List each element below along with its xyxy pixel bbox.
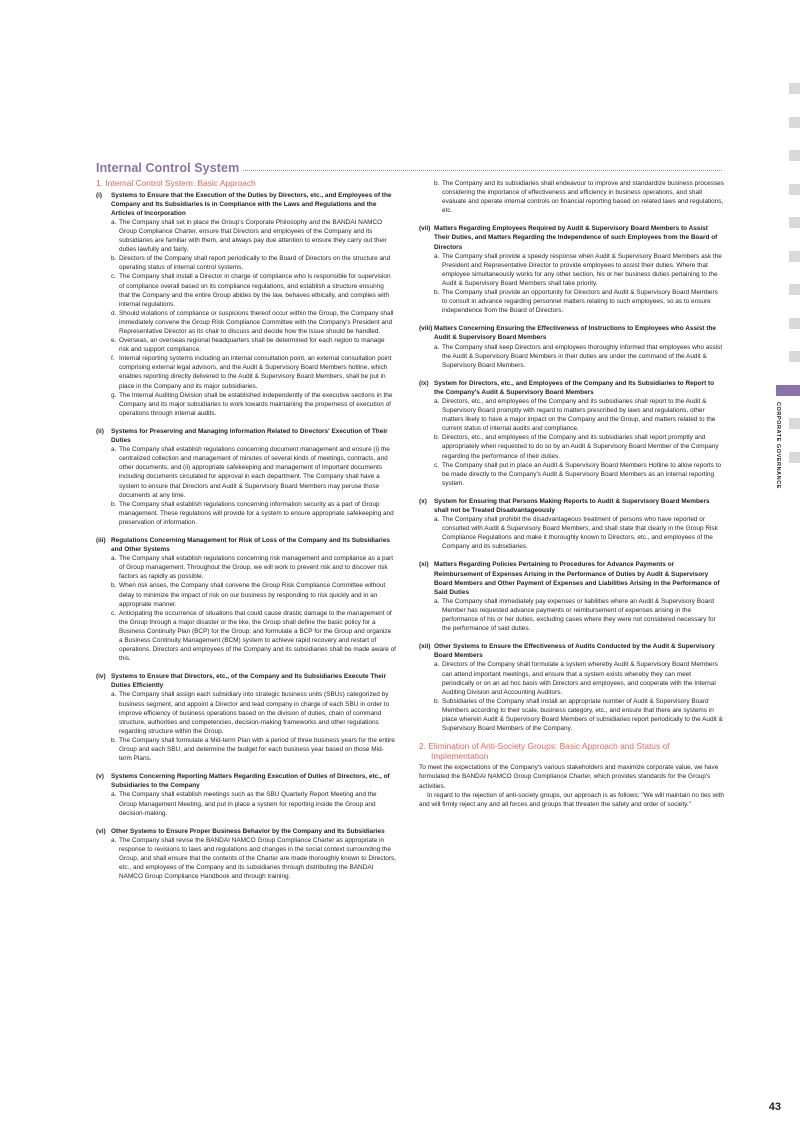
section1-heading: 1. Internal Control System: Basic Approach xyxy=(96,178,256,188)
sub-item-text: The Company shall revise the BANDAI NAMCO Group Compliance Charter as appropriate in response to revisions to laws and regulations and changes in the social context surrounding the Group, and shall ensure that the contents of the Charter are made thoroughly known to Directors, etc., and employees of the Company and its subsidiaries through distributing the BANDAI NAMCO Group Compliance Handbook and through training. xyxy=(119,836,396,881)
item-heading-text: Systems Concerning Reporting Matters Regarding Execution of Duties of Directors, etc., of Subsidiaries to the Company xyxy=(111,773,390,790)
sub-item-letter: a. xyxy=(434,661,440,669)
sub-item-text: The Internal Auditing Division shall be established independently of the executive sections in the Company and its major subsidiaries to work towards maintaining the properness of execution of operations through internal audits. xyxy=(119,391,393,417)
sub-item xyxy=(96,790,396,817)
sub-item-letter: a. xyxy=(111,555,117,563)
right-column xyxy=(419,179,724,809)
sub-item-text: The Company shall establish regulations concerning document management and ensure (i) the centralized collection and management of minutes of several kinds of meetings, contracts, and other documents, and (ii) appropriate safekeeping and management of important documents including documents circulated for approval in each department. The Company shall have a system to ensure that Directors and Audit & Supervisory Board Members may peruse those documents at any time. xyxy=(119,446,390,499)
side-tab[interactable] xyxy=(789,184,800,195)
sub-item-letter: b. xyxy=(111,736,117,744)
item-number: (viii) xyxy=(419,325,433,333)
title-row xyxy=(96,157,722,175)
item-heading-text: Matters Concerning Ensuring the Effectiveness of Instructions to Employees who Assist the Audit & Supervisory Board Members xyxy=(434,325,716,342)
item-heading-text: Regulations Concerning Management for Risk of Loss of the Company and Its Subsidiaries and Other Systems xyxy=(111,536,390,554)
item-heading xyxy=(96,191,396,218)
item-number: (vi) xyxy=(96,827,106,835)
item-number: (i) xyxy=(96,191,103,199)
sub-item-text: Directors of the Company shall formulate a system whereby Audit & Supervisory Board Members can attend important meetings, and ensure that a system exists whereby they can meet periodically or on an ad hoc basis with Directors and employees, and cooperate with the Internal Auditing Division and Accounting Auditors. xyxy=(442,661,718,696)
sub-item-letter: a. xyxy=(111,791,117,799)
page-number: 43 xyxy=(768,1101,781,1113)
sub-item xyxy=(419,252,724,288)
sub-item xyxy=(419,397,724,433)
section2-paragraph: To meet the expectations of the Company's various stakeholders and maximize corporate value, we have formulated the BANDAI NAMCO Group Compliance Charter, which provides standards for the Group's activities. xyxy=(419,764,719,790)
item-number: (xii) xyxy=(419,643,431,651)
sub-item xyxy=(96,218,396,254)
sub-item-text: Subsidiaries of the Company shall install an appropriate number of Audit & Supervisory Board Members according to their scale, business category, etc., and ensure that there are systems in place wherein Audit & Supervisory Board Members of subsidiaries report periodically to the Audit & Supervisory Board Members of the Company. xyxy=(442,697,723,733)
sub-item xyxy=(96,736,396,763)
sub-item-text: The Company shall put in place an Audit & Supervisory Board Members Hotline to allow reports to be made directly to the Company's Audit & Supervisory Board Members as an internal reporting system. xyxy=(442,461,722,487)
side-tab[interactable] xyxy=(789,150,800,161)
sub-item xyxy=(419,433,724,460)
item-number: (xi) xyxy=(419,561,429,569)
sub-item-text: The Company shall provide an opportunity for Directors and Audit & Supervisory Board Members to consult in advance regarding personnel matters relating to such employees, so as to ensure independence from the Board of Directors. xyxy=(442,289,718,315)
sub-item xyxy=(419,179,724,215)
sub-item xyxy=(96,836,396,881)
item-number: (vii) xyxy=(419,225,431,233)
sub-item xyxy=(96,272,396,308)
side-tab[interactable] xyxy=(789,284,800,295)
section2 xyxy=(419,742,724,809)
item-heading-text: Systems to Ensure that Directors, etc., of the Company and Its Subsidiaries Execute Their Duties Efficiently xyxy=(111,673,387,690)
sub-item-text: Should violations of compliance or suspicions thereof occur within the Group, the Company shall immediately convene the Group Risk Compliance Committee with the Company's President and Representative Director as its chair to discuss and decide how the issue should be handled. xyxy=(119,309,394,335)
sub-item-letter: a. xyxy=(111,691,117,699)
item-number: (iii) xyxy=(96,536,106,544)
sub-item xyxy=(96,554,396,581)
section2-heading: 2. Elimination of Anti-Society Groups: Basic Approach and Status of Implementation xyxy=(419,741,670,761)
sub-item-letter: b. xyxy=(111,500,117,508)
sub-item-text: The Company shall provide a speedy response when Audit & Supervisory Board Members ask the President and Representative Director to provide employees to assist their duties. Where that employee simultaneously works for any other section, his or her business duties pertaining to the Audit & Supervisory Board Members shall take priority. xyxy=(442,252,722,287)
sub-item-letter: b. xyxy=(434,180,440,187)
item-number: (ix) xyxy=(419,379,429,387)
sub-item-letter: a. xyxy=(434,397,440,405)
side-tab[interactable] xyxy=(789,117,800,128)
sub-item-text: The Company shall set in place the Group's Corporate Philosophy and the BANDAI NAMCO Group Compliance Charter, ensure that Directors and employees of the Company and its subsidiaries are familiar with them, and always pay due attention to ensure they carry out their duties lawfully and fairly. xyxy=(119,218,387,254)
item-heading-text: Matters Regarding Policies Pertaining to Procedures for Advance Payments or Reimbursement of Expenses Arising in the Performance of Duties by Audit & Supervisory Board Members and Other Payment of Expenses and Liabilities Arising in the Performance of Said Duties xyxy=(434,561,720,596)
side-tab[interactable] xyxy=(789,251,800,262)
sub-item-letter: b. xyxy=(111,255,117,263)
sub-item-letter: b. xyxy=(434,434,440,442)
item-heading xyxy=(96,427,396,445)
sub-item-text: The Company shall establish regulations concerning risk management and compliance as a part of Group management. Throughout the Group, we will work to prevent risk and to discover risk factors as rapidly as possible. xyxy=(119,555,394,581)
list-item xyxy=(96,536,396,663)
sub-item-text: Directors of the Company shall report periodically to the Board of Directors on the structure and operating status of internal control systems. xyxy=(119,255,391,272)
list-item xyxy=(96,827,396,882)
sub-item-text: Anticipating the occurrence of situations that could cause drastic damage to the management of the Group through a major disaster or the like, the Group shall define the basic policy for a Business Continuity Plan (BCP) for the Group; and formulate a BCP for the Group and organize a Business Continuity Management (BCM) system to achieve rapid recovery and restart of operations. Directors and employees of the Company and its subsidiaries shall be made aware of this. xyxy=(119,609,396,663)
item-number: (iv) xyxy=(96,673,106,681)
item-number: (x) xyxy=(419,497,427,505)
item-heading xyxy=(96,827,396,836)
item-number: (ii) xyxy=(96,427,104,435)
sub-item xyxy=(419,697,724,733)
sub-item xyxy=(419,288,724,315)
title-dotted-rule xyxy=(243,170,722,171)
sub-item-letter: c. xyxy=(434,461,440,469)
item-heading xyxy=(419,224,724,251)
sub-item-letter: a. xyxy=(111,218,117,226)
item-heading-text: Other Systems to Ensure the Effectiveness of Audits Conducted by the Audit & Supervisory Board Members xyxy=(434,643,715,660)
list-item xyxy=(419,560,724,633)
item-heading-text: Systems for Preserving and Managing Information Related to Directors' Execution of Their Duties xyxy=(111,427,388,445)
sub-item-text: The Company shall establish meetings such as the SBU Quarterly Report Meeting and the Group Management Meeting, and put in place a system for reporting inside the Group and decision-making. xyxy=(119,791,377,817)
sub-item-letter: a. xyxy=(111,446,117,454)
section2-paragraphs xyxy=(419,763,724,808)
sub-item-letter: a. xyxy=(111,836,117,844)
sub-item-text: The Company shall assign each subsidiary into strategic business units (SBUs) categorized by business segment, and appoint a Director and lead company in charge of each SBU in order to improve efficiency of business operations based on the division of duties, chain of command structure, authorities and competencies, decision-making frameworks and other regulations regarding structure within the Group. xyxy=(119,691,390,735)
sub-item-text: The Company shall formulate a Mid-term Plan with a period of three business years for the entire Group and each SBU, and determine the budget for each business year based on those Mid-term Plans. xyxy=(119,736,395,763)
list-item xyxy=(419,379,724,488)
side-tab[interactable] xyxy=(789,83,800,94)
sub-item-text: The Company and its subsidiaries shall endeavour to improve and standardize business processes considering the importance of effectiveness and efficiency in business operations, and shall evaluate and operate internal controls on financial reporting based on related laws and regulations, etc. xyxy=(442,180,724,215)
sub-item xyxy=(419,597,724,633)
item-heading xyxy=(419,642,724,660)
sub-item-letter: a. xyxy=(434,597,440,605)
sub-item-text: The Company shall keep Directors and employees thoroughly informed that employees who assist the Audit & Supervisory Board Members in their duties are under the command of the Audit & Supervisory Board Members. xyxy=(442,343,723,369)
sub-item-letter: e. xyxy=(111,337,117,345)
side-tab[interactable] xyxy=(789,318,800,329)
section2-paragraph: In regard to the rejection of anti-society groups, our approach is as follows: "We will maintain no ties with and will firmly reject any and all forces and groups that threaten the safety and order of society." xyxy=(419,791,725,808)
list-item xyxy=(419,179,724,215)
left-column xyxy=(96,179,396,890)
sub-item xyxy=(96,690,396,735)
sub-item-text: The Company shall install a Director in charge of compliance who is responsible for supervision of compliance overall based on its compliance regulations, and establish a structure ensuring that the Company and the entire Group abides by the law, behaves ethically, and complies with internal regulations. xyxy=(119,273,391,308)
sub-item xyxy=(96,309,396,336)
item-heading-text: System for Directors, etc., and Employees of the Company and Its Subsidiaries to Report to the Company's Audit & Supervisory Board Members xyxy=(434,379,715,396)
sub-item-text: The Company shall immediately pay expenses or liabilities where an Audit & Supervisory Board Member has requested advance payments or reimbursement of expenses arising in the performance of his or her duties, excluding cases where they were not considered necessary for the performance of said duties. xyxy=(442,597,716,633)
sub-item-letter: a. xyxy=(434,252,440,260)
side-tab[interactable] xyxy=(789,452,800,463)
item-heading xyxy=(419,497,724,515)
sub-item xyxy=(96,254,396,272)
sub-item xyxy=(96,500,396,527)
left-items xyxy=(96,191,396,882)
list-item xyxy=(96,672,396,763)
item-heading xyxy=(419,379,724,397)
sub-item xyxy=(96,354,396,390)
side-tab[interactable] xyxy=(789,418,800,429)
sub-item-letter: b. xyxy=(434,697,440,705)
side-tab[interactable] xyxy=(789,217,800,228)
sub-item-letter: c. xyxy=(111,273,117,281)
sub-item-text: Directors, etc., and employees of the Company and its subsidiaries shall report to the Audit & Supervisory Board promptly with regard to matters prescribed by laws and regulations, other matters likely to have a major impact on the Company and the Group, and matters related to the current status of internal audits and compliance. xyxy=(442,397,716,433)
sub-item xyxy=(96,445,396,500)
side-tab[interactable] xyxy=(789,351,800,362)
sub-item xyxy=(419,515,724,551)
list-item xyxy=(419,497,724,552)
sub-item-letter: a. xyxy=(434,516,440,524)
sub-item-text: The Company shall establish regulations concerning information security as a part of Group management. These regulations will provide for a system to ensure appropriate safekeeping and preservation of information. xyxy=(119,500,394,526)
sub-item xyxy=(96,336,396,354)
list-item xyxy=(96,427,396,527)
sub-item-letter: d. xyxy=(111,309,117,317)
list-item xyxy=(419,642,724,733)
sub-item xyxy=(96,391,396,418)
sub-item-text: The Company shall prohibit the disadvantageous treatment of persons who have reported or consulted with Audit & Supervisory Board Members, and shall state that clearly in the Group Risk Compliance Regulations and make it thoroughly known to Directors, etc., and employees of the Company and its subsidiaries. xyxy=(442,516,718,551)
sub-item xyxy=(419,660,724,696)
sub-item-letter: b. xyxy=(111,582,117,590)
item-heading-text: Other Systems to Ensure Proper Business Behavior by the Company and Its Subsidiaries xyxy=(111,827,385,835)
list-item xyxy=(96,772,396,817)
side-tab-active[interactable] xyxy=(776,385,800,396)
item-heading-text: Systems to Ensure that the Execution of the Duties by Directors, etc., and Employees of the Company and Its Subsidiaries Is in Compliance with the Laws and Regulations and the Articles of Incorporation xyxy=(111,191,392,217)
sub-item-letter: a. xyxy=(434,343,440,351)
sub-item-letter: c. xyxy=(111,609,117,617)
list-item xyxy=(419,324,724,369)
item-heading xyxy=(419,324,724,342)
sub-item-letter: f. xyxy=(111,355,115,363)
sub-item xyxy=(419,343,724,370)
side-tab-strip xyxy=(789,0,800,480)
item-heading-text: Matters Regarding Employees Required by Audit & Supervisory Board Members to Assist Their Duties, and Matters Regarding the Independence of such Employees from the Board of Directors xyxy=(434,225,718,251)
sub-item-text: Overseas, an overseas regional headquarters shall be determined for each region to manage risk and support compliance. xyxy=(119,337,385,354)
sub-item-text: Directors, etc., and employees of the Company and its subsidiaries shall report promptly and appropriately when requested to do so by an Audit & Supervisory Board Member of the Company regarding the performance of their duties. xyxy=(442,434,719,460)
sub-item xyxy=(96,609,396,664)
page-title: Internal Control System xyxy=(96,161,240,175)
item-number: (v) xyxy=(96,773,104,781)
item-heading xyxy=(96,672,396,690)
item-heading xyxy=(96,772,396,790)
side-section-label: CORPORATE GOVERNANCE xyxy=(775,402,781,489)
item-heading xyxy=(419,560,724,596)
sub-item xyxy=(96,581,396,608)
sub-item-letter: b. xyxy=(434,289,440,297)
sub-item-letter: g. xyxy=(111,391,117,399)
item-heading-text: System for Ensuring that Persons Making Reports to Audit & Supervisory Board Members shall not be Treated Disadvantageously xyxy=(434,497,710,514)
sub-item xyxy=(419,461,724,488)
item-heading xyxy=(96,536,396,554)
list-item xyxy=(419,224,724,315)
sub-item-text: When risk arises, the Company shall convene the Group Risk Compliance Committee without delay to minimize the impact of risk on our business by responding to risk quickly and in an appropriate manner. xyxy=(119,582,386,608)
sub-item-text: Internal reporting systems including an internal consultation point, an external consultation point comprising external legal advisors, and the Audit & Supervisory Board Members hotline, which enables reporting directly delivered to the Audit & Supervisory Board Members, shall be put in place in the Company and its major subsidiaries. xyxy=(119,355,392,390)
list-item xyxy=(96,191,396,418)
right-items xyxy=(419,179,724,733)
